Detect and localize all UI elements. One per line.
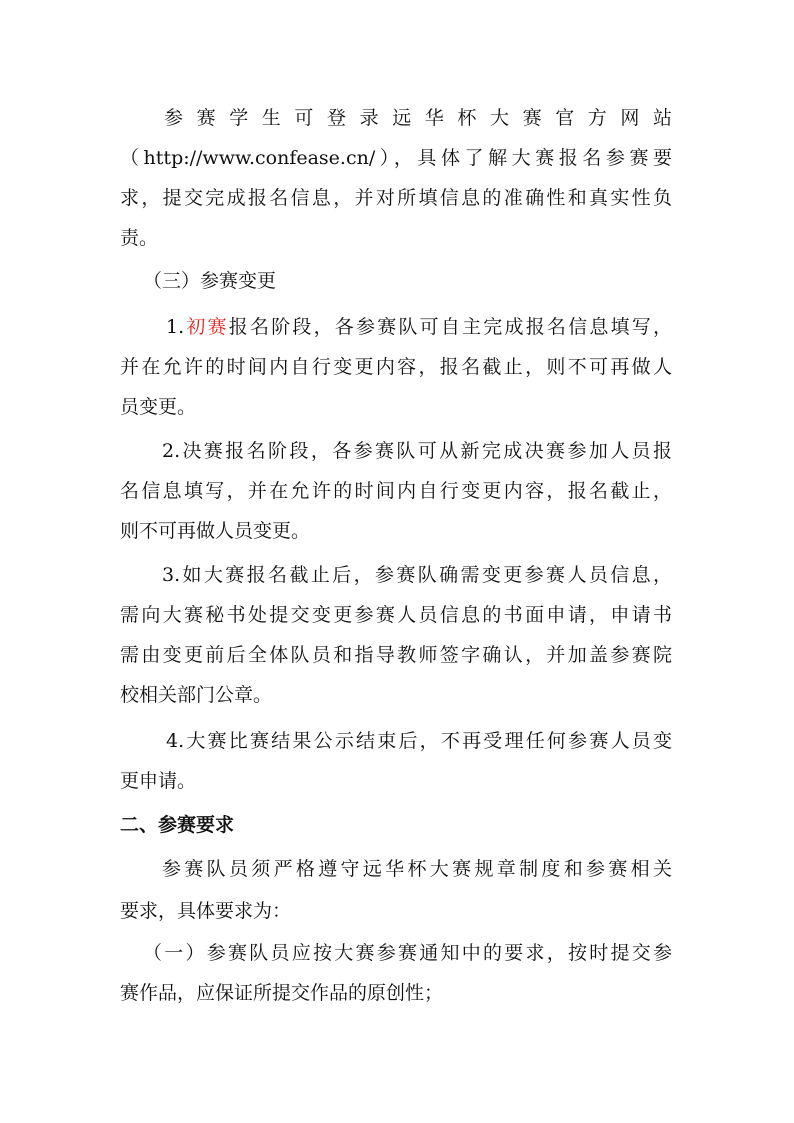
requirements-line2: 要求，具体要求为： bbox=[120, 900, 292, 922]
item1-line1-rest: 报名阶段，各参赛队可自主完成报名信息填写， bbox=[228, 316, 672, 338]
req1-line2: 赛作品，应保证所提交作品的原创性； bbox=[120, 982, 444, 1004]
section2-heading: 二、参赛要求 bbox=[120, 814, 235, 836]
para1-line2: （http://www.confease.cn/），具体了解大赛报名参赛要 bbox=[120, 147, 672, 169]
para1-line1: 参赛学生可登录远华杯大赛官方网站 bbox=[164, 107, 672, 129]
item3-line1: 3.如大赛报名截止后，参赛队确需变更参赛人员信息， bbox=[162, 564, 672, 586]
item1-number: 1. bbox=[166, 316, 185, 338]
req1-line1: （一）参赛队员应按大赛参赛通知中的要求，按时提交参 bbox=[143, 942, 672, 964]
section3-title: （三）参赛变更 bbox=[143, 270, 277, 292]
item3-line2: 需向大赛秘书处提交变更参赛人员信息的书面申请，申请书 bbox=[120, 604, 672, 626]
item4-line2: 更申请。 bbox=[120, 770, 197, 792]
item2-line3: 则不可再做人员变更。 bbox=[120, 520, 311, 542]
item3-line4: 校相关部门公章。 bbox=[120, 684, 273, 706]
requirements-line1: 参赛队员须严格遵守远华杯大赛规章制度和参赛相关 bbox=[162, 858, 672, 880]
para1-line4: 责。 bbox=[120, 227, 159, 249]
item1-line3: 员变更。 bbox=[120, 396, 197, 418]
item1-line2: 并在允许的时间内自行变更内容，报名截止，则不可再做人 bbox=[120, 356, 672, 378]
para1-line3: 求，提交完成报名信息，并对所填信息的准确性和真实性负 bbox=[120, 187, 672, 209]
item4-line1: 4.大赛比赛结果公示结束后，不再受理任何参赛人员变 bbox=[166, 730, 672, 752]
item1-highlight: 初赛 bbox=[184, 316, 229, 338]
item1-line1 bbox=[166, 315, 672, 339]
item3-line3: 需由变更前后全体队员和指导教师签字确认，并加盖参赛院 bbox=[120, 644, 672, 666]
item2-line2: 名信息填写，并在允许的时间内自行变更内容，报名截止， bbox=[120, 480, 672, 502]
item2-line1: 2.决赛报名阶段，各参赛队可从新完成决赛参加人员报 bbox=[162, 440, 672, 462]
